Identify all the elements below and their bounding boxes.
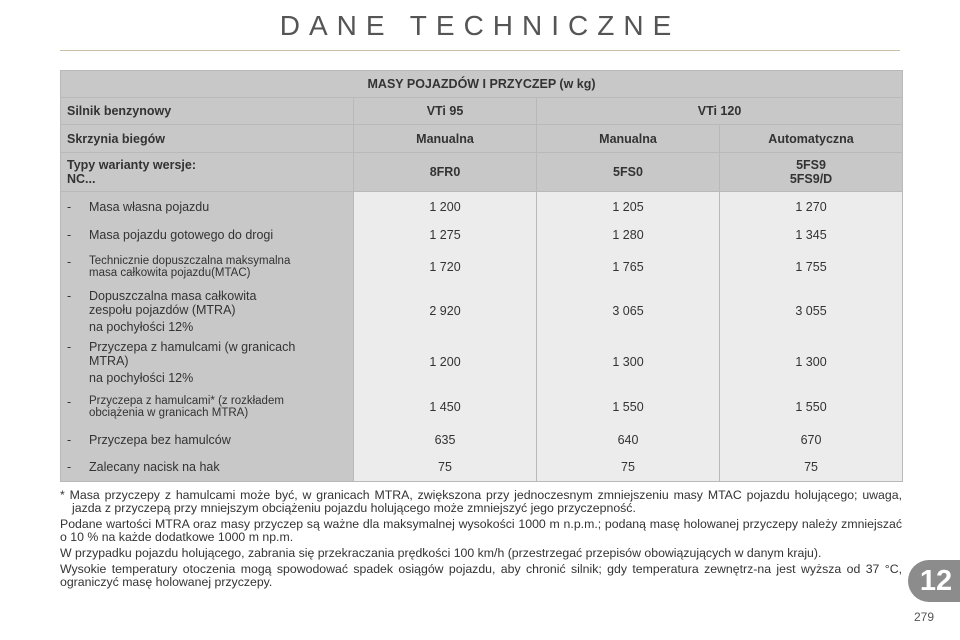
row-dash: - <box>67 394 72 409</box>
types-c1: 8FR0 <box>354 153 537 192</box>
row-dash: - <box>67 339 72 354</box>
row-dash: - <box>67 227 72 242</box>
footnote: * Masa przyczepy z hamulcami może być, w granicach MTRA, zwiększona przy jednoczesnym zmniejszeniu masy MTAC pojazdu holującego; uwaga, jazda z przyczepą przy mniejszym obciążeniu pojazdu holującego może zmniejszyć jego przyczepność. <box>60 488 902 515</box>
note-paragraph: Wysokie temperatury otoczenia mogą spowodować spadek osiągów pojazdu, aby chronić silnik; gdy temperatura zewnętrz-na jest wyższa od 37 °C, ograniczyć masę holowanej przyczepy. <box>60 562 902 589</box>
types-row <box>61 153 903 192</box>
row-dash: - <box>67 432 72 447</box>
note-paragraph: W przypadku pojazdu holującego, zabrania się przekraczania prędkości 100 km/h (przestrzegać przepisów obowiązujących w danym kraju). <box>60 546 822 560</box>
row-value: 1 280 <box>537 222 720 248</box>
chapter-tab: 12 <box>908 560 960 602</box>
table-row <box>61 248 903 286</box>
engine-label: Silnik benzynowy <box>61 98 354 125</box>
row-value: 1 450 <box>354 388 537 426</box>
page-title: DANE TECHNICZNE <box>279 10 681 41</box>
vehicle-mass-table <box>60 70 903 482</box>
row-value: 2 920 <box>354 286 537 337</box>
types-label-line1: Typy warianty wersje: <box>67 158 196 172</box>
row-value: 3 065 <box>537 286 720 337</box>
table-row <box>61 192 903 222</box>
row-label <box>61 454 354 482</box>
row-label <box>61 248 354 286</box>
row-value: 1 550 <box>720 388 903 426</box>
row-dash: - <box>67 199 72 214</box>
gearbox-c2: Manualna <box>537 125 720 153</box>
row-label <box>61 222 354 248</box>
engine-vti120: VTi 120 <box>537 98 903 125</box>
row-value: 75 <box>720 454 903 482</box>
row-label-line: obciążenia w granicach MTRA) <box>89 406 249 419</box>
gearbox-label: Skrzynia biegów <box>61 125 354 153</box>
row-label-line: zespołu pojazdów (MTRA) <box>89 302 236 317</box>
row-value: 1 755 <box>720 248 903 286</box>
row-label-line: Przyczepa z hamulcami* (z rozkładem <box>89 394 284 407</box>
gearbox-c3: Automatyczna <box>720 125 903 153</box>
row-dash: - <box>67 460 72 475</box>
row-label-line: Zalecany nacisk na hak <box>89 460 220 475</box>
row-value: 1 205 <box>537 192 720 222</box>
table-row <box>61 286 903 337</box>
row-dash: - <box>67 254 72 269</box>
engine-row <box>61 98 903 125</box>
row-label <box>61 286 354 337</box>
row-value: 1 550 <box>537 388 720 426</box>
row-value: 670 <box>720 426 903 454</box>
types-c3 <box>720 153 903 192</box>
row-value: 1 345 <box>720 222 903 248</box>
row-value: 75 <box>354 454 537 482</box>
types-c3-line1: 5FS9 <box>796 158 826 172</box>
row-value: 640 <box>537 426 720 454</box>
row-label <box>61 388 354 426</box>
row-label-line: masa całkowita pojazdu(MTAC) <box>89 266 251 279</box>
row-label-line: Dopuszczalna masa całkowita <box>89 288 257 303</box>
row-value: 1 720 <box>354 248 537 286</box>
row-label-line: na pochyłości 12% <box>89 319 194 334</box>
row-value: 1 270 <box>720 192 903 222</box>
gearbox-row <box>61 125 903 153</box>
types-label <box>61 153 354 192</box>
table-row <box>61 454 903 482</box>
row-value: 1 300 <box>537 337 720 388</box>
row-label <box>61 337 354 388</box>
notes-section <box>60 489 902 592</box>
row-value: 75 <box>537 454 720 482</box>
row-label <box>61 426 354 454</box>
table-row <box>61 337 903 388</box>
row-value: 1 275 <box>354 222 537 248</box>
engine-vti95: VTi 95 <box>354 98 537 125</box>
title-divider <box>60 50 900 51</box>
row-value: 1 200 <box>354 192 537 222</box>
row-label-line: Masa pojazdu gotowego do drogi <box>89 227 274 242</box>
row-label-line: Technicznie dopuszczalna maksymalna <box>89 254 291 267</box>
table-caption-row <box>61 71 903 98</box>
row-value: 1 765 <box>537 248 720 286</box>
table-caption: MASY POJAZDÓW I PRZYCZEP (w kg) <box>61 71 903 98</box>
gearbox-c1: Manualna <box>354 125 537 153</box>
row-dash: - <box>67 288 72 303</box>
row-value: 3 055 <box>720 286 903 337</box>
note-paragraph: Podane wartości MTRA oraz masy przyczep są ważne dla maksymalnej wysokości 1000 m n.p.m.; podaną masę holowanej przyczepy należy zmniejszać o 10 % na każde dodatkowe 1000 m np.m. <box>60 517 902 544</box>
page-number: 279 <box>914 610 935 624</box>
row-label <box>61 192 354 222</box>
row-value: 1 200 <box>354 337 537 388</box>
row-value: 1 300 <box>720 337 903 388</box>
table-row <box>61 426 903 454</box>
types-label-line2: NC... <box>67 172 96 186</box>
types-c2: 5FS0 <box>537 153 720 192</box>
row-label-line: na pochyłości 12% <box>89 370 194 385</box>
types-c3-line2: 5FS9/D <box>789 172 833 186</box>
row-label-line: Przyczepa bez hamulców <box>89 432 231 447</box>
row-value: 635 <box>354 426 537 454</box>
table-row <box>61 222 903 248</box>
row-label-line: Masa własna pojazdu <box>89 199 210 214</box>
row-label-line: Przyczepa z hamulcami (w granicach <box>89 339 296 354</box>
table-row <box>61 388 903 426</box>
row-label-line: MTRA) <box>89 353 129 368</box>
